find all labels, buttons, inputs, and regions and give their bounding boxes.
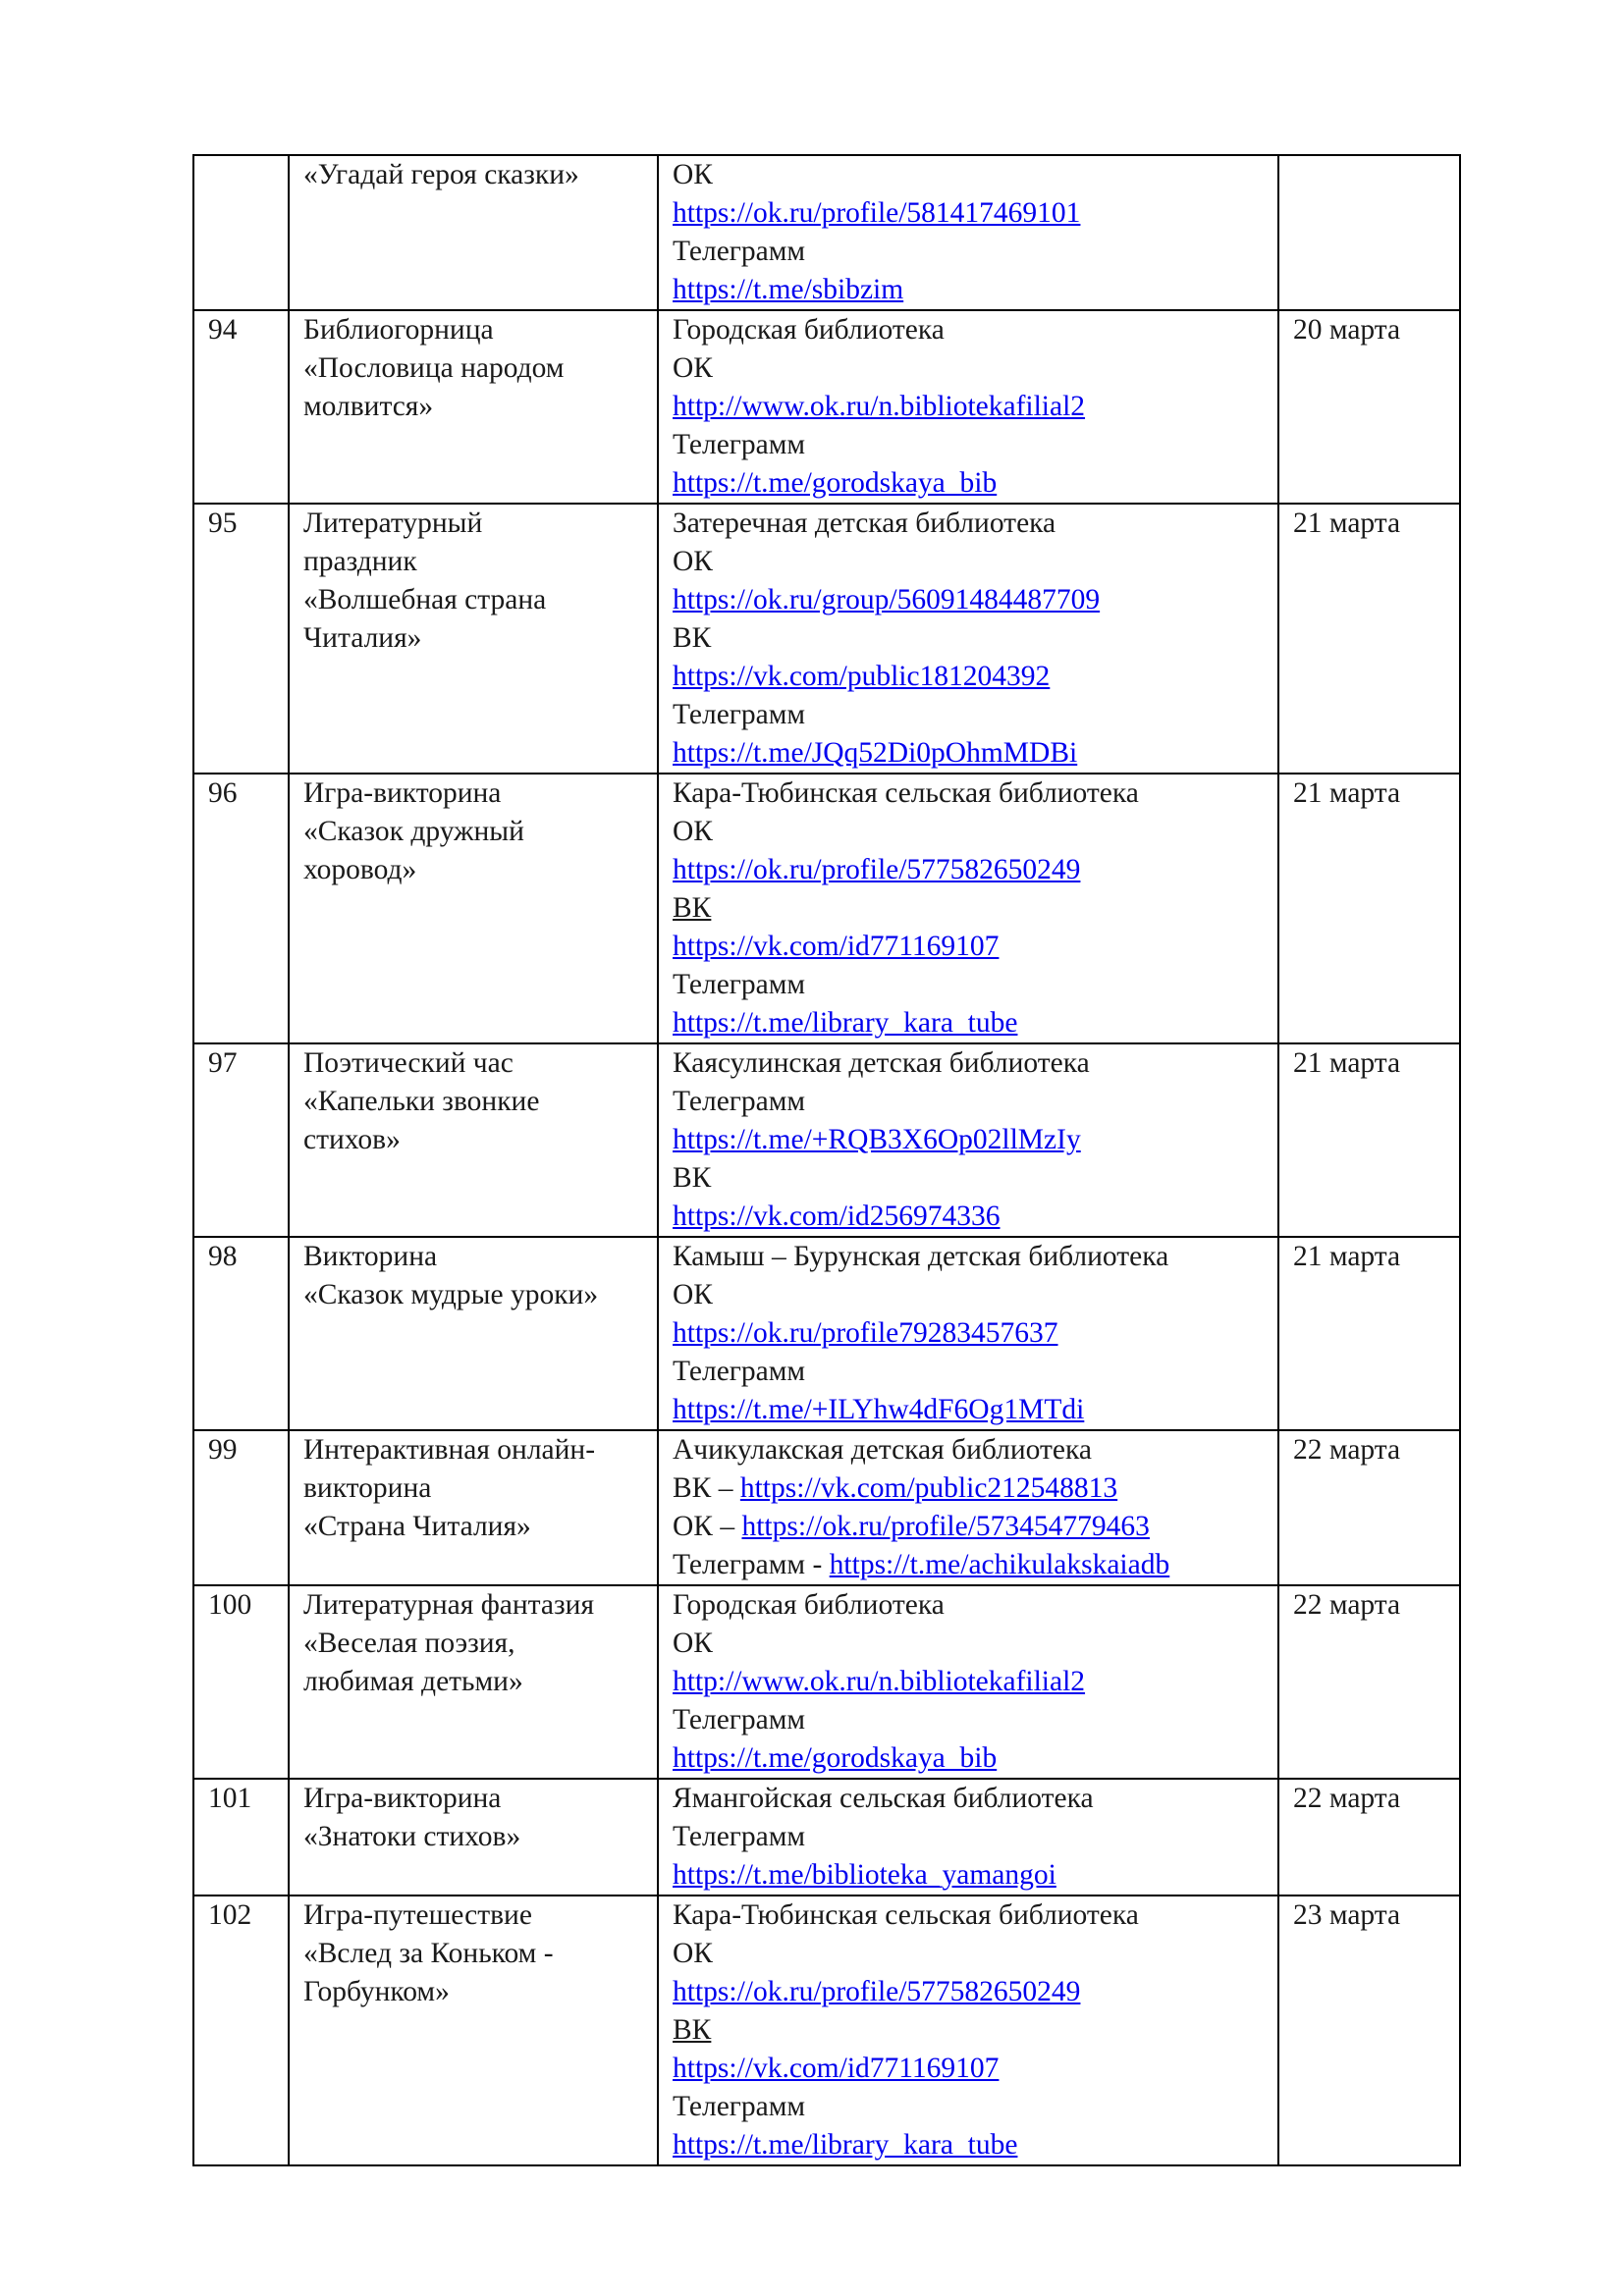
venue-line	[673, 1546, 1277, 1584]
cell-event	[289, 155, 658, 310]
venue-link[interactable]: https://ok.ru/profile/577582650249	[673, 854, 1081, 885]
event-line: «Угадай героя сказки»	[303, 159, 579, 190]
venue-line	[673, 2126, 1277, 2164]
venue-text: Телеграмм	[673, 1704, 806, 1735]
venue-line	[673, 233, 1277, 271]
table-row	[193, 1896, 1460, 2165]
venue-line	[673, 619, 1277, 658]
venue-text: ВК	[673, 2014, 712, 2046]
cell-number: 102	[193, 1896, 289, 2165]
cell-number: 98	[193, 1237, 289, 1430]
venue-link[interactable]: https://t.me/library_kara_tube	[673, 2129, 1018, 2161]
venue-line	[673, 1856, 1277, 1895]
cell-venue	[658, 1896, 1278, 2165]
venue-line	[673, 1625, 1277, 1663]
event-line: «Вслед за Коньком -	[303, 1938, 554, 1969]
venue-text: Кара-Тюбинская сельская библиотека	[673, 777, 1139, 809]
event-line: «Капельки звонкие	[303, 1086, 540, 1117]
venue-link[interactable]: https://t.me/gorodskaya_bib	[673, 467, 998, 499]
venue-link[interactable]: https://vk.com/id771169107	[673, 931, 1000, 962]
venue-line	[673, 696, 1277, 734]
venue-text: ОК	[673, 1628, 713, 1659]
event-line: «Веселая поэзия,	[303, 1628, 515, 1659]
venue-line	[673, 813, 1277, 851]
venue-line	[673, 543, 1277, 581]
venue-line	[673, 1004, 1277, 1042]
venue-line	[673, 349, 1277, 388]
event-line: Викторина	[303, 1241, 438, 1272]
venue-line	[673, 1973, 1277, 2011]
venue-link[interactable]: https://t.me/sbibzim	[673, 274, 904, 305]
cell-number: 99	[193, 1430, 289, 1585]
cell-event	[289, 1779, 658, 1896]
venue-line	[673, 194, 1277, 233]
table-row	[193, 1779, 1460, 1896]
event-line: «Пословица народом	[303, 352, 565, 384]
event-line: Игра-викторина	[303, 1783, 502, 1814]
venue-line	[673, 734, 1277, 773]
venue-line	[673, 1818, 1277, 1856]
venue-line	[673, 1780, 1277, 1818]
cell-venue	[658, 1237, 1278, 1430]
venue-link[interactable]: https://t.me/achikulakskaiadb	[829, 1549, 1170, 1580]
event-line: «Сказок мудрые уроки»	[303, 1279, 599, 1310]
venue-text: Телеграмм	[673, 1356, 806, 1387]
venue-line	[673, 1586, 1277, 1625]
venue-link[interactable]: https://t.me/+ILYhw4dF6Og1MTdi	[673, 1394, 1085, 1425]
venue-text: ВК	[673, 1162, 712, 1194]
venue-link[interactable]: http://www.ok.ru/n.bibliotekafilial2	[673, 391, 1086, 422]
venue-line	[673, 2088, 1277, 2126]
cell-date: 21 марта	[1278, 1237, 1460, 1430]
venue-link[interactable]: http://www.ok.ru/n.bibliotekafilial2	[673, 1666, 1086, 1697]
venue-text: Затеречная детская библиотека	[673, 507, 1056, 539]
venue-text: Телеграмм	[673, 1086, 806, 1117]
venue-link[interactable]: https://t.me/gorodskaya_bib	[673, 1742, 998, 1774]
events-table	[192, 154, 1461, 2166]
event-line: Литературный	[303, 507, 483, 539]
venue-line	[673, 505, 1277, 543]
event-line: Библиогорница	[303, 314, 494, 346]
venue-line	[673, 966, 1277, 1004]
venue-link[interactable]: https://ok.ru/profile79283457637	[673, 1317, 1058, 1349]
venue-line	[673, 1391, 1277, 1429]
event-line: Литературная фантазия	[303, 1589, 595, 1621]
venue-line	[673, 1083, 1277, 1121]
venue-line	[673, 1121, 1277, 1159]
venue-text: Телеграмм	[673, 236, 806, 267]
table-row	[193, 310, 1460, 504]
cell-venue	[658, 774, 1278, 1043]
venue-text: Камыш – Бурунская детская библиотека	[673, 1241, 1169, 1272]
event-line: любимая детьми»	[303, 1666, 523, 1697]
venue-line	[673, 1508, 1277, 1546]
table-row	[193, 155, 1460, 310]
cell-date: 22 марта	[1278, 1779, 1460, 1896]
venue-line	[673, 889, 1277, 928]
venue-link[interactable]: https://t.me/JQq52Di0pOhmMDBi	[673, 737, 1078, 769]
cell-number: 95	[193, 504, 289, 774]
venue-text: Телеграмм	[673, 2091, 806, 2122]
venue-line	[673, 2011, 1277, 2050]
venue-line	[673, 774, 1277, 813]
venue-network-label: Телеграмм -	[673, 1549, 830, 1580]
cell-date: 21 марта	[1278, 774, 1460, 1043]
venue-line	[673, 1314, 1277, 1353]
venue-line	[673, 1663, 1277, 1701]
venue-text: Телеграмм	[673, 969, 806, 1000]
cell-date: 20 марта	[1278, 310, 1460, 504]
venue-link[interactable]: https://ok.ru/profile/573454779463	[741, 1511, 1150, 1542]
venue-text: Каясулинская детская библиотека	[673, 1047, 1090, 1079]
cell-number: 96	[193, 774, 289, 1043]
cell-event	[289, 1430, 658, 1585]
table-row	[193, 504, 1460, 774]
venue-text: ОК	[673, 1279, 713, 1310]
venue-line	[673, 1198, 1277, 1236]
venue-network-label: ВК –	[673, 1472, 740, 1504]
venue-link[interactable]: https://vk.com/public181204392	[673, 661, 1051, 692]
venue-line	[673, 1159, 1277, 1198]
event-line: стихов»	[303, 1124, 401, 1155]
venue-line	[673, 1276, 1277, 1314]
venue-line	[673, 271, 1277, 309]
cell-venue	[658, 1043, 1278, 1237]
venue-text: ОК	[673, 546, 713, 577]
venue-line	[673, 2050, 1277, 2088]
venue-line	[673, 311, 1277, 349]
cell-event	[289, 1585, 658, 1779]
cell-event	[289, 1237, 658, 1430]
cell-event	[289, 774, 658, 1043]
venue-link[interactable]: https://t.me/+RQB3X6Op02llMzIy	[673, 1124, 1081, 1155]
venue-line	[673, 1431, 1277, 1469]
venue-text: ВК	[673, 622, 712, 654]
table-row	[193, 1237, 1460, 1430]
event-line: Игра-путешествие	[303, 1899, 532, 1931]
venue-link[interactable]: https://vk.com/id771169107	[673, 2053, 1000, 2084]
cell-date: 21 марта	[1278, 504, 1460, 774]
table-row	[193, 774, 1460, 1043]
cell-venue	[658, 1585, 1278, 1779]
cell-event	[289, 504, 658, 774]
cell-venue	[658, 504, 1278, 774]
venue-line	[673, 464, 1277, 503]
venue-line	[673, 156, 1277, 194]
venue-line	[673, 658, 1277, 696]
venue-link[interactable]: https://ok.ru/profile/581417469101	[673, 197, 1081, 229]
cell-number: 97	[193, 1043, 289, 1237]
venue-line	[673, 1044, 1277, 1083]
venue-line	[673, 1896, 1277, 1935]
venue-text: ВК	[673, 892, 712, 924]
cell-date: 23 марта	[1278, 1896, 1460, 2165]
venue-link[interactable]: https://ok.ru/group/56091484487709	[673, 584, 1101, 615]
cell-date: 22 марта	[1278, 1430, 1460, 1585]
venue-line	[673, 851, 1277, 889]
venue-text: ОК	[673, 1938, 713, 1969]
venue-link[interactable]: https://t.me/library_kara_tube	[673, 1007, 1018, 1039]
event-line: праздник	[303, 546, 417, 577]
event-line: викторина	[303, 1472, 432, 1504]
cell-number: 101	[193, 1779, 289, 1896]
table-row	[193, 1430, 1460, 1585]
cell-event	[289, 310, 658, 504]
venue-link[interactable]: https://ok.ru/profile/577582650249	[673, 1976, 1081, 2007]
venue-line	[673, 388, 1277, 426]
venue-text: Телеграмм	[673, 429, 806, 460]
venue-line	[673, 426, 1277, 464]
event-line: «Знатоки стихов»	[303, 1821, 521, 1852]
venue-text: Городская библиотека	[673, 1589, 945, 1621]
table-row	[193, 1585, 1460, 1779]
venue-line	[673, 1353, 1277, 1391]
cell-number: 100	[193, 1585, 289, 1779]
venue-line	[673, 1701, 1277, 1739]
venue-text: Телеграмм	[673, 1821, 806, 1852]
venue-text: ОК	[673, 352, 713, 384]
venue-network-label: ОК –	[673, 1511, 742, 1542]
event-line: «Страна Читалия»	[303, 1511, 531, 1542]
cell-number: 94	[193, 310, 289, 504]
cell-event	[289, 1896, 658, 2165]
venue-text: Ямангойская сельская библиотека	[673, 1783, 1094, 1814]
venue-text: ОК	[673, 159, 713, 190]
cell-date: 22 марта	[1278, 1585, 1460, 1779]
cell-venue	[658, 1430, 1278, 1585]
venue-line	[673, 1935, 1277, 1973]
venue-line	[673, 1739, 1277, 1778]
event-line: «Сказок дружный	[303, 816, 524, 847]
venue-line	[673, 928, 1277, 966]
cell-number	[193, 155, 289, 310]
event-line: Интерактивная онлайн-	[303, 1434, 596, 1466]
table-row	[193, 1043, 1460, 1237]
event-line: молвится»	[303, 391, 434, 422]
venue-line	[673, 581, 1277, 619]
venue-text: Городская библиотека	[673, 314, 945, 346]
event-line: Читалия»	[303, 622, 422, 654]
cell-event	[289, 1043, 658, 1237]
venue-link[interactable]: https://vk.com/public212548813	[739, 1472, 1118, 1504]
event-line: Игра-викторина	[303, 777, 502, 809]
cell-venue	[658, 1779, 1278, 1896]
venue-line	[673, 1238, 1277, 1276]
cell-venue	[658, 155, 1278, 310]
cell-date: 21 марта	[1278, 1043, 1460, 1237]
event-line: хоровод»	[303, 854, 417, 885]
event-line: Горбунком»	[303, 1976, 450, 2007]
venue-text: Телеграмм	[673, 699, 806, 730]
venue-text: ОК	[673, 816, 713, 847]
event-line: Поэтический час	[303, 1047, 514, 1079]
venue-link[interactable]: https://t.me/biblioteka_yamangoi	[673, 1859, 1056, 1891]
venue-link[interactable]: https://vk.com/id256974336	[673, 1201, 1001, 1232]
events-table-body	[193, 155, 1460, 2165]
venue-line	[673, 1469, 1277, 1508]
cell-date	[1278, 155, 1460, 310]
event-line: «Волшебная страна	[303, 584, 547, 615]
venue-text: Кара-Тюбинская сельская библиотека	[673, 1899, 1139, 1931]
cell-venue	[658, 310, 1278, 504]
venue-text: Ачикулакская детская библиотека	[673, 1434, 1093, 1466]
